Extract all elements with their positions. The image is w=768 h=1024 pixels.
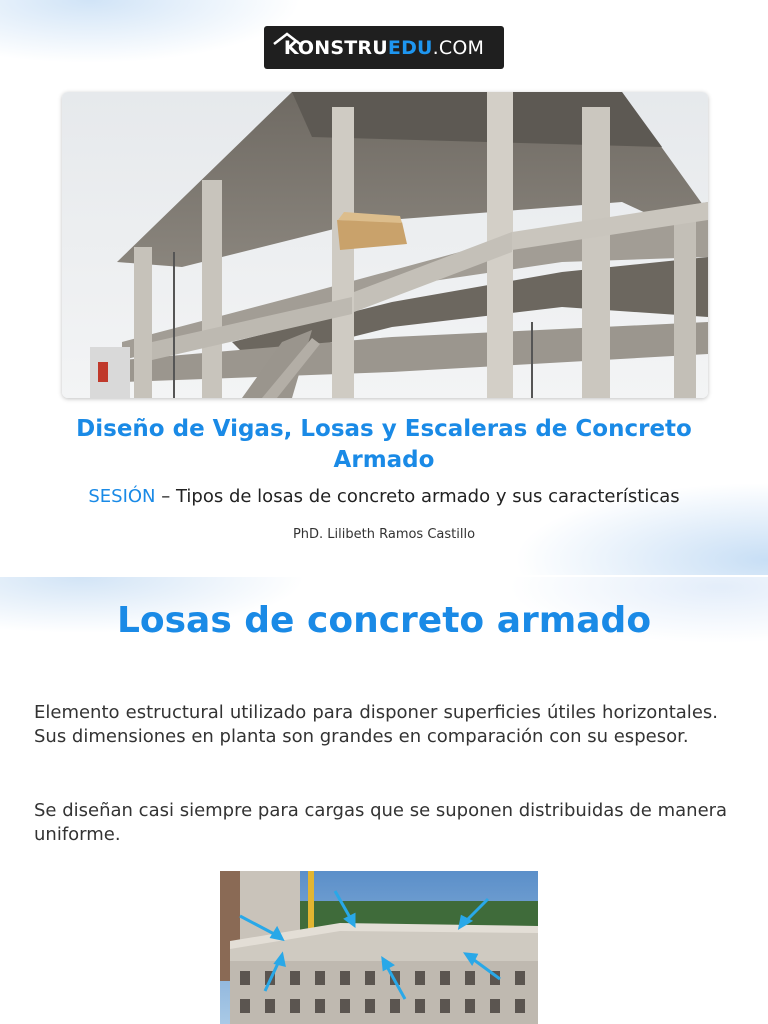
logo-text-edu: EDU	[387, 36, 433, 59]
session-description: – Tipos de losas de concreto armado y sus características	[155, 486, 680, 507]
author-name: PhD. Lilibeth Ramos Castillo	[292, 527, 476, 542]
course-title: Diseño de Vigas, Losas y Escaleras de Concreto Armado	[76, 416, 692, 473]
slide-heading: Losas de concreto armado	[116, 600, 652, 641]
load-paragraph: Se diseñan casi siempre para cargas que se suponen distribuidas de manera uniforme.	[34, 800, 728, 845]
concrete-building-frame-photo	[62, 92, 708, 398]
logo-text-com: .COM	[432, 36, 485, 59]
definition-paragraph: Elemento estructural utilizado para disponer superficies útiles horizontales. Sus dimensiones en planta son grandes en comparación con su espesor.	[34, 702, 718, 747]
konstruedu-logo[interactable]	[264, 26, 504, 69]
session-line	[20, 485, 748, 509]
session-label: SESIÓN	[88, 486, 156, 507]
content-slide	[0, 577, 768, 1024]
logo-text-konstru: KONSTRU	[283, 36, 388, 59]
building-under-construction-photo	[220, 871, 538, 1024]
